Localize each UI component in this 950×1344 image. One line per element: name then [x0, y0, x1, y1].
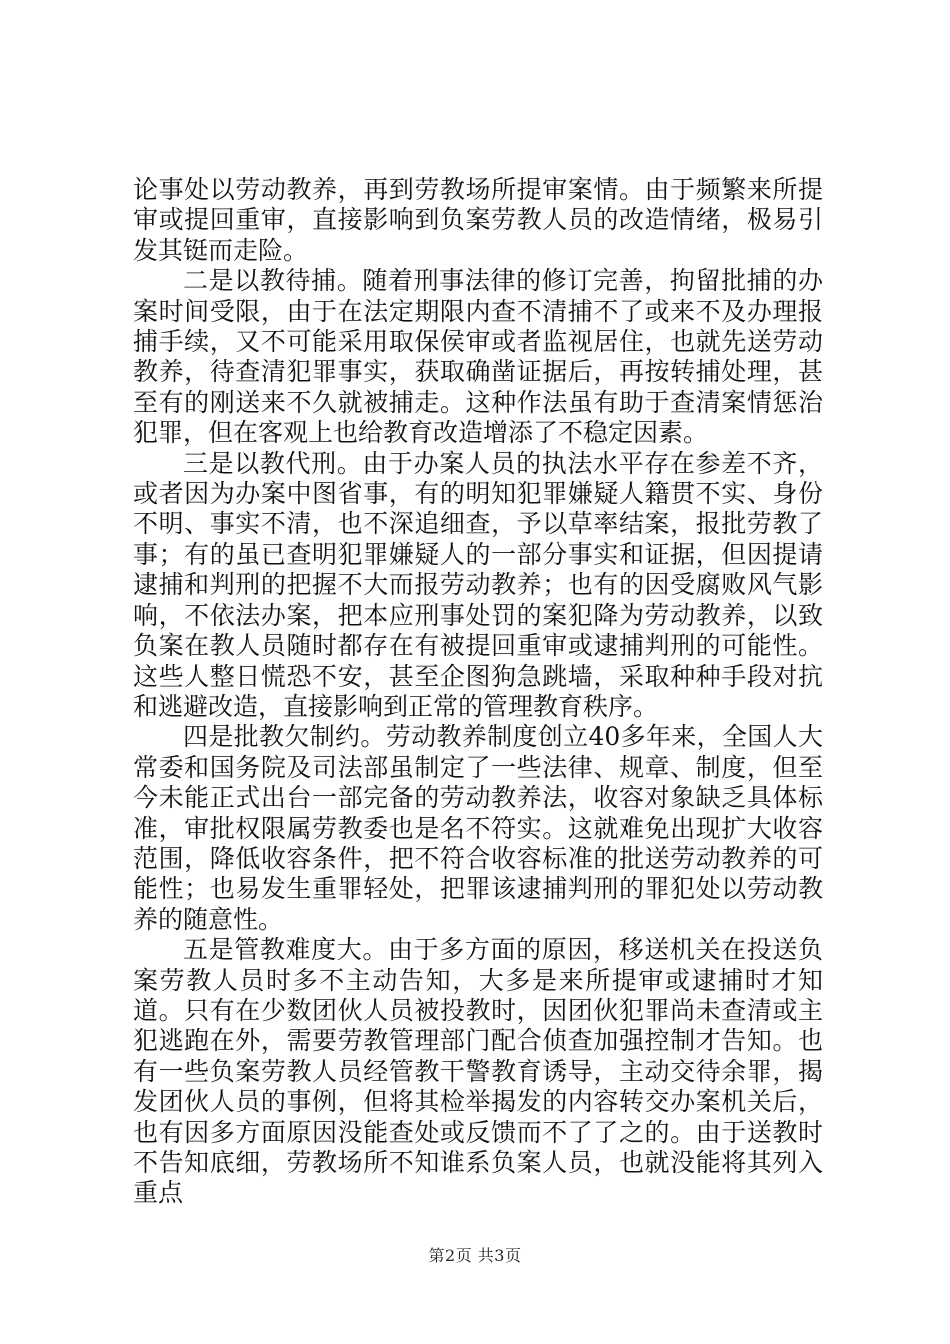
paragraph-point-three: 三是以教代刑。由于办案人员的执法水平存在参差不齐，或者因为办案中图省事，有的明知犯罪嫌疑人籍贯不实、身份不明、事实不清，也不深追细查，予以草率结案，报批劳教了事；有的虽已查明犯罪嫌疑人的一部分事实和证据，但因提请逮捕和判刑的把握不大而报劳动教养；也有的因受腐败风气影响，不依法办案，把本应刑事处罚的案犯降为劳动教养，以致负案在教人员随时都存在有被提回重审或逮捕判刑的可能性。这些人整日慌恐不安，甚至企图狗急跳墙，采取种种手段对抗和逃避改造，直接影响到正常的管理教育秩序。: [133, 448, 823, 721]
paragraph-point-four: 四是批教欠制约。劳动教养制度创立40多年来，全国人大常委和国务院及司法部虽制定了一些法律、规章、制度，但至今未能正式出台一部完备的劳动教养法，收容对象缺乏具体标准，审批权限属劳教委也是名不符实。这就难免出现扩大收容范围，降低收容条件，把不符合收容标准的批送劳动教养的可能性；也易发生重罪轻处，把罪该逮捕判刑的罪犯处以劳动教养的随意性。: [133, 722, 823, 934]
document-body: [133, 175, 823, 1209]
paragraph-point-five: 五是管教难度大。由于多方面的原因，移送机关在投送负案劳教人员时多不主动告知，大多是来所提审或逮捕时才知道。只有在少数团伙人员被投教时，因团伙犯罪尚未查清或主犯逃跑在外，需要劳教管理部门配合侦查加强控制才告知。也有一些负案劳教人员经管教干警教育诱导，主动交待余罪，揭发团伙人员的事例，但将其检举揭发的内容转交办案机关后，也有因多方面原因没能查处或反馈而不了了之的。由于送教时不告知底细，劳教场所不知谁系负案人员，也就没能将其列入重点: [133, 935, 823, 1208]
paragraph-continued: 论事处以劳动教养，再到劳教场所提审案情。由于频繁来所提审或提回重审，直接影响到负案劳教人员的改造情绪，极易引发其铤而走险。: [133, 175, 823, 265]
paragraph-point-two: 二是以教待捕。随着刑事法律的修订完善，拘留批捕的办案时间受限，由于在法定期限内查不清捕不了或来不及办理报捕手续，又不可能采用取保侯审或者监视居住，也就先送劳动教养，待查清犯罪事实，获取确凿证据后，再按转捕处理，甚至有的刚送来不久就被捕走。这种作法虽有助于查清案情惩治犯罪，但在客观上也给教育改造增添了不稳定因素。: [133, 266, 823, 448]
page-number-footer: 第2页 共3页: [428, 1246, 522, 1265]
